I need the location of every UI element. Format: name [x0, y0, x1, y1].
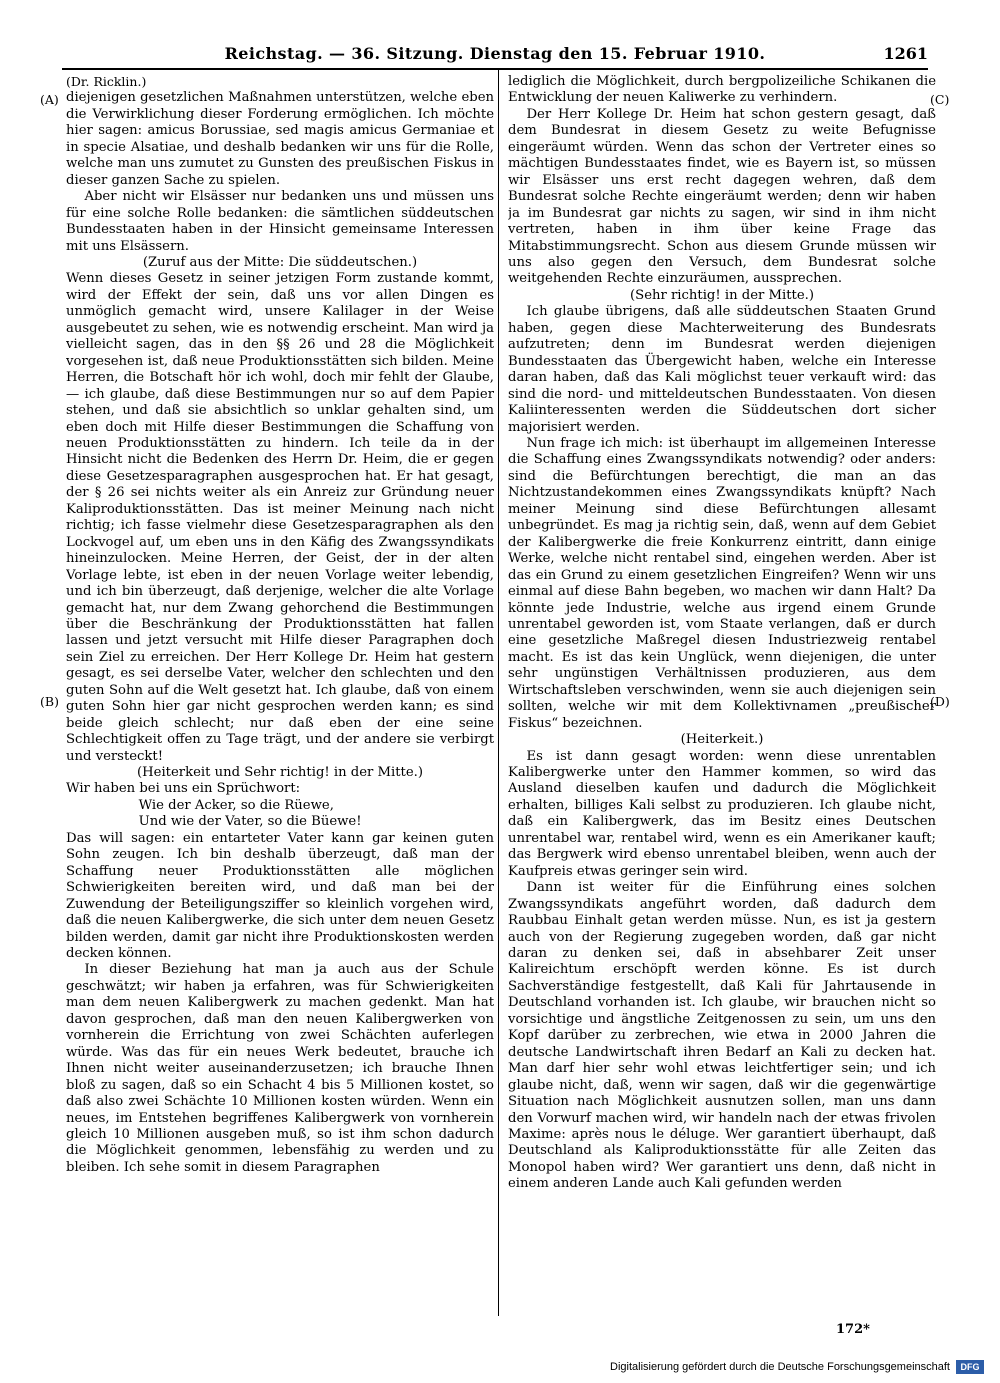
column-divider: [498, 70, 499, 1316]
footer-credit: [610, 1357, 984, 1377]
running-title: Reichstag. — 36. Sitzung. Dienstag den 15. Februar 1910.: [224, 44, 766, 63]
paragraph: Wir haben bei uns ein Sprüchwort:: [66, 781, 301, 797]
margin-mark-c: (C): [930, 92, 950, 107]
paragraph: diejenigen gesetzlichen Maßnahmen unterstützen, welche eben die Verwirklichung dieser Forderung ermöglichen. Ich möchte hier sagen: amicus Borussiae, sed magis amicus Germaniae et in specie Alsatiae, und deshalb bedanken wir uns für die Rolle, welche man uns zumutet zu Gunsten des preußischen Fiskus in dieser ganzen Sache zu spielen.: [66, 90, 494, 188]
footer-text: Digitalisierung gefördert durch die Deutsche Forschungsgemeinschaft: [610, 1361, 950, 1373]
left-column: [66, 74, 494, 1319]
interjection: (Heiterkeit und Sehr richtig! in der Mitte.): [137, 765, 423, 781]
paragraph: Nun frage ich mich: ist überhaupt im allgemeinen Interesse die Schaffung eines Zwangssyndikats notwendig? oder anders: sind die Befürchtungen berechtigt, die man an das Nichtzustandekommen eines Zwangssyndikats knüpft? Nach meiner Meinung sind diese Befürchtungen allesamt unbegründet. Es mag ja richtig sein, daß, wenn auf dem Gebiet der Kalibergwerke die freie Konkurrenz eintritt, dann einige Werke, welche nicht rentabel sind, eingehen werden. Aber ist das ein Grund zu einem gesetzlichen Eingreifen? Wenn wir uns einmal auf diese Bahn begeben, wo machen wir dann Halt? Da könnte jede Industrie, welche aus irgend einem Grunde unrentabel geworden ist, vom Staate verlangen, daß er durch eine gesetzliche Maßregel diesen Industriezweig rentabel macht. Es ist das kein Unglück, wenn diejenigen, die unter sehr ungünstigen Verhältnissen produzieren, aus dem Wirtschaftsleben verschwinden, wenn sie auch diejenigen sein sollten, welche wir mit dem Kollektivnamen „preußischer Fiskus“ bezeichnen.: [508, 435, 936, 731]
paragraph: Der Herr Kollege Dr. Heim hat schon gestern gesagt, daß dem Bundesrat in diesem Gesetz zu weite Befugnisse eingeräumt würden. Wenn das schon der Vertreter eines so mächtigen Bundesstaates findet, wie es Bayern ist, so müssen wir Elsässer uns erst recht dagegen wehren, daß dem Bundesrat solche Rechte eingeräumt werden; denn wir haben ja im Bundesrat gar nichts zu sagen, wir sind in ihm nicht vertreten, haben in ihm über keine Frage das Mitabstimmungsrecht. Schon aus diesem Grunde müssen wir uns also gegen den Versuch, dem Bundesrat solche weitgehenden Rechte einzuräumen, aussprechen.: [508, 106, 936, 287]
margin-mark-b: (B): [40, 694, 59, 709]
paragraph: Dann ist weiter für die Einführung eines solchen Zwangssyndikats angeführt worden, daß dadurch dem Raubbau Einhalt getan werden müsse. Nun, es ist ja gestern auch von der Regierung zugegeben worden, daß gar nicht daran zu denken sei, daß in absehbarer Zeit unser Kalireichtum erschöpft werden könne. Es ist durch Sachverständige festgestellt, daß Kali für Jahrtausende in Deutschland vorhanden ist. Ich glaube, wir brauchen nicht so vorsichtige und ängstliche Zeitgenossen zu sein, um uns den Kopf darüber zu zerbrechen, wie etwa in 2000 Jahren die deutsche Landwirtschaft ihren Bedarf an Kali zu decken hat. Man darf hier sehr wohl etwas leichtfertiger sein; und ich glaube nicht, daß, wenn wir sagen, daß wir die gegenwärtige Situation nach Möglichkeit ausnutzen sollen, man uns dann den Vorwurf machen wird, wir handeln nach der etwas frivolen Maxime: après nous le déluge. Wer garantiert überhaupt, daß Deutschland als Kaliproduktionsstätte für alle Zeiten das Monopol haben wird? Wer garantiert uns denn, daß nicht in einem anderen Lande auch Kali gefunden werden: [508, 880, 936, 1192]
paragraph: In dieser Beziehung hat man ja auch aus der Schule geschwätzt; wir haben ja erfahren, was für Schwierigkeiten man dem neuen Kalibergwerk zu machen gedenkt. Man hat davon gesprochen, daß man den neuen Kalibergwerken von vornherein die Errichtung von zwei Schächten auferlegen würde. Was das für ein neues Werk bedeutet, brauche ich Ihnen nicht weiter auseinanderzusetzen; ich brauche Ihnen bloß zu sagen, daß so ein Schacht 4 bis 5 Millionen kostet, so daß also zwei Schächte 10 Millionen kosten würden. Wenn ein neues, im Entstehen begriffenes Kalibergwerk von vornherein gleich 10 Millionen ausgeben muß, so ist ihm schon dadurch die Möglichkeit genommen, lebensfähig zu werden und zu bleiben. Ich sehe somit in diesem Paragraphen: [66, 962, 494, 1175]
paragraph: Wenn dieses Gesetz in seiner jetzigen Form zustande kommt, wird der Effekt der sein, daß uns vor allen Dingen es unmöglich gemacht wird, unsere Kalilager in der Weise ausgebeutet zu sehen, wie es notwendig erscheint. Man wird ja vielleicht sagen, das in den §§ 26 und 28 die Möglichkeit vorgesehen ist, daß neue Produktionsstätten sich bilden. Meine Herren, die Botschaft hör ich wohl, doch mir fehlt der Glaube, — ich glaube, daß diese Bestimmungen nur so auf dem Papier stehen, und daß sie absichtlich so unklar gehalten sind, um eben doch mit Hilfe dieser Bestimmungen die Schaffung von neuen Produktionsstätten zu hindern. Ich teile da in der Hinsicht nicht die Bedenken des Herrn Dr. Heim, die er gegen diese Gesetzesparagraphen ausgesprochen hat. Er hat gesagt, der § 26 sei nichts weiter als ein Anreiz zur Gründung neuer Kaliproduktionsstätten. Das ist meiner Meinung nach nicht richtig; ich fasse vielmehr diese Gesetzesparagraphen als den Lockvogel auf, um eben uns in den Käfig des Zwangssyndikats hineinzulocken. Meine Herren, der Geist, der in der alten Vorlage lebte, ist eben in der neuen Vorlage weiter lebendig, und ich bin überzeugt, daß derjenige, welcher die alte Vorlage gemacht hat, nur dem Zwang gehorchend die Bestimmungen über die Beschränkung der Produktionsstätten hat fallen lassen und jetzt versucht mit Hilfe dieser Paragraphen doch sein Ziel zu erreichen. Der Herr Kollege Dr. Heim hat gestern gesagt, es sei derselbe Vater, welcher den schlechten und den guten Sohn auf die Welt gesetzt hat. Ich glaube, daß von einem guten Sohn hier gar nicht gesprochen werden kann; es sind beide gleich schlecht; nur daß eben der eine seine Schlechtigkeit offen zu Tage trägt, und der andere sie verbirgt und versteckt!: [66, 271, 494, 764]
page-header: [62, 44, 928, 68]
paragraph: lediglich die Möglichkeit, durch bergpolizeiliche Schikanen die Entwicklung der neuen Kaliwerke zu verhindern.: [508, 74, 936, 106]
paragraph: Ich glaube übrigens, daß alle süddeutschen Staaten Grund haben, gegen diese Machterweiterung des Bundesrats aufzutreten; denn im Bundesrat werden diejenigen Bundesstaaten das Übergewicht haben, welche ein Interesse daran haben, daß das Kali möglichst teuer verkauft wird: das sind die nord- und mitteldeutschen Bundesstaaten. Von diesen Kaliinteressenten werden die Süddeutschen dort sicher majorisiert werden.: [508, 304, 936, 435]
header-rule: [62, 68, 928, 70]
interjection: (Zuruf aus der Mitte: Die süddeutschen.): [142, 254, 418, 270]
speaker-label: (Dr. Ricklin.): [66, 74, 147, 89]
dfg-logo: DFG: [956, 1360, 984, 1374]
paragraph: Das will sagen: ein entarteter Vater kann gar keinen guten Sohn zeugen. Ich bin deshalb überzeugt, daß man der Schaffung neuer Produktionsstätten alle möglichen Schwierigkeiten bereiten wird, und daß man bei der Zuwendung der Beteiligungsziffer so kleinlich vorgehen wird, daß die neuen Kalibergwerke, die sich unter dem neuen Gesetz bilden werden, damit gar nicht ihre Produktionskosten werden decken können.: [66, 830, 494, 962]
right-column: [508, 74, 936, 1319]
verse-line: Wie der Acker, so die Rüewe,: [138, 797, 334, 813]
margin-mark-a: (A): [40, 92, 59, 107]
margin-mark-d: (D): [930, 694, 950, 709]
signature-mark: 172*: [836, 1322, 870, 1337]
interjection: (Heiterkeit.): [680, 732, 764, 748]
paragraph: Aber nicht wir Elsässer nur bedanken uns und müssen uns für eine solche Rolle bedanken: die sämtlichen süddeutschen Bundesstaaten haben in der Hinsicht gemeinsame Interessen mit uns Elsässern.: [66, 189, 494, 254]
paragraph: Es ist dann gesagt worden: wenn diese unrentablen Kalibergwerke unter den Hammer kommen, so wird das Ausland dieselben kaufen und dadurch die Möglichkeit erhalten, billiges Kali selbst zu produzieren. Ich glaube nicht, daß ein Kalibergwerk, das im Besitz eines Deutschen unrentabel war, rentabel wird, wenn es ein Amerikaner kauft; das Bergwerk wird ebenso unrentabel bleiben, wenn auch der Kaufpreis etwas geringer sein wird.: [508, 748, 936, 879]
page-number: 1261: [883, 44, 928, 63]
verse-line: Und wie der Vater, so die Büewe!: [138, 814, 362, 830]
interjection: (Sehr richtig! in der Mitte.): [630, 287, 814, 303]
